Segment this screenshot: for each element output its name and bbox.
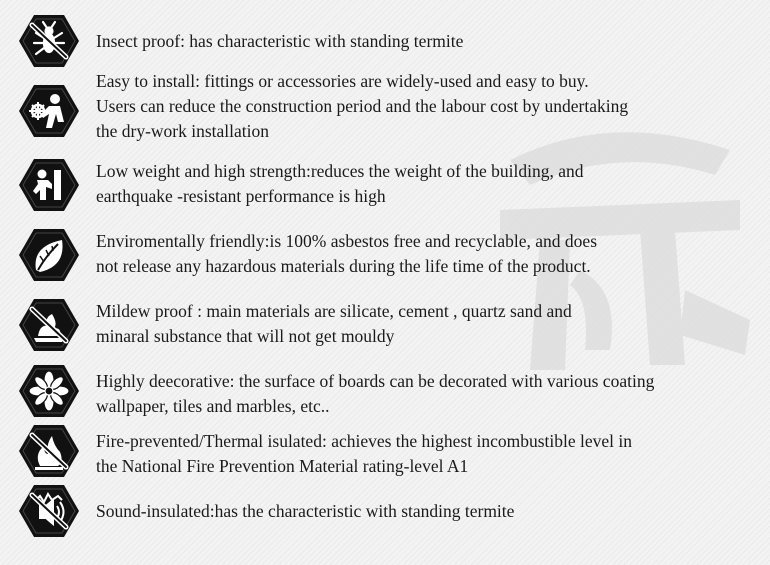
feature-text-line: Easy to install: fittings or accessories are widely-used and easy to buy. [96,71,589,91]
feature-text-line: the National Fire Prevention Material rating-level A1 [96,456,469,476]
insect-proof-icon [18,14,80,68]
lifting-board-icon [18,158,80,212]
feature-text [96,29,756,54]
feature-text-line: wallpaper, tiles and marbles, etc.. [96,396,330,416]
feature-text-line: earthquake -resistant performance is high [96,186,386,206]
feature-text-line: Users can reduce the construction period and the labour cost by undertaking [96,96,629,116]
installation-worker-icon [18,84,80,138]
feature-text-line: Mildew proof : main materials are silicate, cement , quartz sand and [96,301,572,321]
sound-insulated-icon [18,484,80,538]
feature-text-line: minaral substance that will not get mouldy [96,326,395,346]
feature-text [96,229,756,279]
feature-text-line: Enviromentally friendly:is 100% asbestos free and recyclable, and does [96,231,598,251]
feature-text [96,69,756,144]
feature-text [96,369,756,419]
feature-text-line: not release any hazardous materials during the life time of the product. [96,256,591,276]
feature-text [96,299,756,349]
feature-text-line: the dry-work installation [96,121,270,141]
mildew-proof-icon [18,298,80,352]
feature-text-line: Highly deecorative: the surface of boards can be decorated with various coating [96,371,655,391]
feature-text-line: Fire-prevented/Thermal isulated: achieves the highest incombustible level in [96,431,633,451]
feature-text [96,499,756,524]
flower-decorative-icon [18,364,80,418]
feature-text [96,159,756,209]
feature-text [96,429,756,479]
feature-text-line: Low weight and high strength:reduces the weight of the building, and [96,161,584,181]
leaf-eco-icon [18,228,80,282]
feature-text-line: Insect proof: has characteristic with standing termite [96,31,464,51]
feature-text-line: Sound-insulated:has the characteristic with standing termite [96,501,515,521]
fire-prevented-icon [18,424,80,478]
